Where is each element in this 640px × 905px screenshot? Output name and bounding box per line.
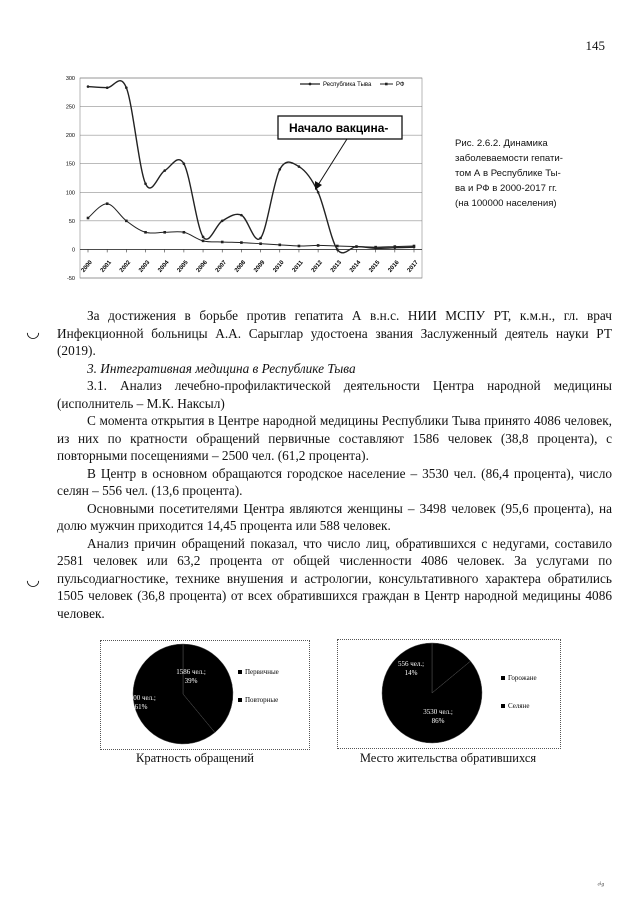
x-tick-label: 2017 [406, 259, 420, 274]
data-point [298, 165, 301, 168]
legend-label: Республика Тыва [323, 82, 372, 88]
slice-label: 556 чел.; [397, 660, 425, 668]
data-point [259, 242, 262, 245]
data-point [355, 245, 358, 248]
pie-chart-residence [338, 640, 560, 748]
data-point [87, 85, 90, 88]
y-tick-label: -50 [67, 276, 75, 282]
y-tick-label: 150 [65, 161, 75, 168]
data-point [374, 246, 377, 249]
x-tick-label: 2003 [138, 259, 152, 274]
margin-check-mark: ◡ [26, 322, 40, 341]
data-point [413, 245, 416, 248]
handwritten-mark: ᶜⁱᵍ [597, 880, 604, 890]
data-point [125, 220, 128, 223]
paragraph-visits: С момента открытия в Центре народной медицины Республики Тыва принято 4086 человек, из них по кратности обращений первичные составляют 1586 человек (38,8 процента), с повторными посещениями – 2500 чел. (61,2 процента). [57, 413, 612, 463]
data-point [221, 241, 224, 244]
paragraph-award: За достижения в борьбе против гепатита А в.н.с. НИИ МСПУ РТ, к.м.н., гл. врач Инфекционной больницы А.А. Сарыглар удостоена звания Заслуженный деятель науки РТ (2019). [57, 308, 612, 358]
legend-swatch [238, 698, 242, 702]
slice-label: 3530 чел.; [423, 708, 453, 716]
data-point [259, 237, 262, 240]
slice-label: 61% [134, 703, 148, 711]
margin-check-mark: ◡ [26, 570, 40, 589]
data-point [202, 240, 205, 243]
caption-line: том А в Республике Ты- [455, 168, 561, 179]
x-tick-label: 2010 [272, 259, 286, 274]
slice-label: 1586 чел.; [176, 668, 206, 676]
data-point [144, 182, 147, 185]
x-tick-label: 2005 [176, 259, 190, 274]
data-point [240, 214, 243, 217]
page-number: 145 [585, 38, 605, 53]
x-tick-label: 2009 [253, 259, 267, 274]
data-point [278, 244, 281, 247]
legend-label: Первичные [245, 668, 279, 676]
legend-label: Повторные [245, 696, 279, 704]
series-line [88, 204, 414, 247]
data-point [336, 248, 339, 251]
pie-chart-residence-box [337, 639, 561, 749]
data-point [278, 168, 281, 171]
data-point [87, 217, 90, 220]
caption-line: заболеваемости гепати- [455, 153, 563, 164]
paragraph-gender: Основными посетителями Центра являются женщины – 3498 человек (95,6 процента), на долю мужчин приходится 14,45 процента или 588 человек. [57, 500, 612, 533]
slice-label: 2500 чел.; [126, 694, 156, 702]
data-point [221, 220, 224, 223]
hepatitis-line-chart [52, 72, 432, 287]
data-point [163, 231, 166, 234]
slice-label: 86% [431, 717, 445, 725]
x-tick-label: 2013 [329, 259, 344, 274]
x-tick-label: 2002 [118, 259, 133, 274]
pie-caption-residence: Место жительства обратившихся [359, 751, 537, 765]
x-tick-label: 2008 [234, 259, 248, 274]
data-point [106, 202, 109, 205]
figure-caption [455, 136, 605, 211]
y-tick-label: 250 [65, 104, 75, 111]
annotation-arrowhead [315, 181, 322, 190]
slice-label: 14% [404, 669, 418, 677]
y-tick-label: 50 [68, 218, 75, 225]
y-tick-label: 100 [65, 190, 75, 197]
x-tick-label: 2000 [80, 259, 94, 274]
section-heading: 3. Интегративная медицина в Республике Тыва [87, 360, 356, 376]
caption-line: Рис. 2.6.2. Динамика [455, 138, 548, 149]
caption-line: ва и РФ в 2000-2017 гг. [455, 183, 558, 194]
data-point [202, 236, 205, 239]
x-tick-label: 2012 [310, 259, 324, 274]
data-point [144, 231, 147, 234]
data-point [163, 169, 166, 172]
annotation-arrow [318, 139, 347, 185]
x-tick-label: 2015 [368, 259, 382, 274]
data-point [317, 244, 320, 247]
x-tick-label: 2006 [195, 259, 209, 274]
x-tick-label: 2001 [99, 259, 114, 274]
pie-chart-frequency-box [100, 640, 310, 750]
legend-marker [309, 83, 312, 86]
data-point [183, 162, 186, 165]
legend-marker [385, 83, 388, 86]
legend-swatch [238, 670, 242, 674]
legend-label: Горожане [508, 674, 537, 682]
legend-label: РФ [396, 82, 405, 88]
paragraph-residence: В Центр в основном обращаются городское население – 3530 чел. (86,4 процента), число селян – 556 чел. (13,6 процента). [57, 465, 612, 498]
legend-label: Селяне [508, 702, 530, 710]
data-point [106, 86, 109, 89]
pie-caption-frequency: Кратность обращений [135, 751, 254, 765]
x-tick-label: 2016 [387, 259, 401, 274]
y-tick-label: 300 [65, 76, 75, 82]
data-point [183, 231, 186, 234]
data-point [125, 86, 128, 89]
data-point [336, 245, 339, 248]
legend-swatch [501, 676, 505, 680]
caption-line: (на 100000 населения) [455, 198, 557, 209]
data-point [317, 191, 320, 194]
x-tick-label: 2007 [214, 259, 229, 274]
x-tick-label: 2011 [291, 259, 305, 274]
x-tick-label: 2004 [157, 259, 171, 274]
y-tick-label: 0 [71, 247, 75, 254]
body-text [57, 307, 612, 622]
paragraph-reasons: Анализ причин обращений показал, что число лиц, обратившихся с недугами, составило 2581 человек или 63,2 процента от общей численности 4086 человек. За услугами по пульсодиагностике, технике внушения и астрологии, консультативного характера обратились 1505 человек (36,8 процента) от всех обратившихся граждан в Центр народной медицины 4086 человек. [57, 535, 612, 621]
legend-swatch [501, 704, 505, 708]
subsection-heading: 3.1. Анализ лечебно-профилактической деятельности Центра народной медицины (исполнитель – М.К. Наксыл) [57, 378, 612, 411]
y-tick-label: 200 [65, 133, 75, 140]
slice-label: 39% [184, 677, 198, 685]
data-point [394, 245, 397, 248]
data-point [240, 241, 243, 244]
data-point [298, 245, 301, 248]
annotation-text: Начало вакцина- [289, 121, 389, 135]
x-tick-label: 2014 [349, 259, 363, 274]
pie-chart-frequency [101, 641, 309, 749]
